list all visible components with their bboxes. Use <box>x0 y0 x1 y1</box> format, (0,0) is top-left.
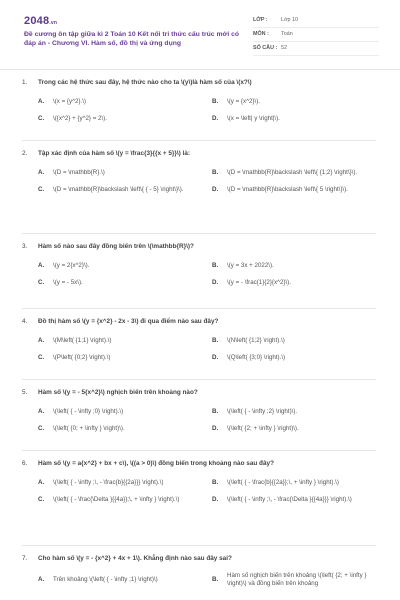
option-d[interactable] <box>212 111 376 128</box>
option-d[interactable] <box>212 492 376 509</box>
meta-value: Lớp 10 <box>281 16 299 23</box>
option-letter: A. <box>38 407 45 415</box>
option-d[interactable] <box>212 275 376 292</box>
option-letter: C. <box>38 278 45 286</box>
option-text: \(P\left( {0;2} \right).\) <box>53 353 111 361</box>
option-letter: A. <box>38 168 45 176</box>
question-item <box>22 70 376 141</box>
option-text: \(y = - \frac{1}{2}{x^2}\). <box>227 278 291 286</box>
option-c[interactable] <box>38 275 202 292</box>
option-letter: B. <box>212 407 219 415</box>
option-c[interactable] <box>38 350 202 367</box>
meta-label: MÔN : <box>253 30 269 37</box>
option-text: Trên khoảng \(\left( { - \infty ;1} \right)\) <box>53 575 158 583</box>
meta-value: Toán <box>281 30 293 37</box>
option-text: \(D = \mathbb{R}\backslash \left\{ {1;2} \right\}\). <box>227 168 358 176</box>
question-item <box>22 309 376 380</box>
meta-label: SỐ CÂU : <box>253 44 278 51</box>
logo-main: 2048 <box>24 15 50 27</box>
document-title: Đề cương ôn tập giữa kì 2 Toán 10 Kết nối tri thức cấu trúc mới có đáp án - Chương VI. Hàm số, đồ thị và ứng dụng <box>24 31 240 48</box>
answer-options <box>22 404 376 438</box>
question-item <box>22 234 376 309</box>
option-letter: A. <box>38 575 45 583</box>
option-letter: D. <box>212 114 219 122</box>
option-letter: C. <box>38 353 45 361</box>
option-c[interactable] <box>38 111 202 128</box>
meta-row-subject <box>253 28 379 42</box>
option-a[interactable] <box>38 258 202 275</box>
option-text: \(\left( { - \infty ;2} \right)\). <box>227 407 298 415</box>
option-text: \(\left( {2; + \infty } \right)\). <box>227 424 299 432</box>
option-letter: C. <box>38 495 45 503</box>
option-b[interactable] <box>212 258 376 275</box>
question-list <box>0 70 400 590</box>
option-text: Hàm số nghịch biến trên khoảng \(\left( {2; + \infty } \right)\) và đồng biến trên khoảng <box>227 571 367 587</box>
question-number: 5. <box>22 389 28 396</box>
site-logo[interactable] <box>24 14 57 29</box>
option-c[interactable] <box>38 182 202 199</box>
option-d[interactable] <box>212 182 376 199</box>
option-text: \(\left( { - \frac{b}{{2a}};\, + \infty } \right).\) <box>227 478 339 486</box>
logo-suffix: .vn <box>49 20 58 26</box>
option-letter: B. <box>212 336 219 344</box>
question-item <box>22 451 376 546</box>
meta-row-question-count <box>253 42 379 56</box>
option-text: \(y = {x^2}\). <box>227 97 260 105</box>
option-text: \(\left( { - \frac{\Delta }{{4a}};\, + \infty } \right).\) <box>53 495 180 503</box>
option-text: \(y = 3x + 2022\). <box>227 261 274 269</box>
option-letter: C. <box>38 114 45 122</box>
question-number: 4. <box>22 318 28 325</box>
question-item <box>22 380 376 451</box>
option-b[interactable] <box>212 165 376 182</box>
answer-options <box>22 258 376 292</box>
question-number: 2. <box>22 150 28 157</box>
option-text: \(D = \mathbb{R}\backslash \left\{ { - 5} \right\}\). <box>53 185 184 193</box>
option-b[interactable] <box>212 475 376 492</box>
option-letter: C. <box>38 185 45 193</box>
option-text: \(\left( { - \infty ;\, - \frac{b}{{2a}}} \right).\) <box>53 478 164 486</box>
option-letter: D. <box>212 495 219 503</box>
option-text: \(x = \left| y \right|\). <box>227 114 280 122</box>
option-text: \(\left( { - \infty ;0} \right).\) <box>53 407 124 415</box>
option-letter: B. <box>212 575 219 583</box>
option-c[interactable] <box>38 421 202 438</box>
option-a[interactable] <box>38 94 202 111</box>
option-letter: D. <box>212 353 219 361</box>
question-text: Hàm số nào sau đây đồng biến trên \(\mathbb{R}\)? <box>38 243 194 250</box>
answer-options <box>22 570 376 591</box>
option-text: \(\left( {0; + \infty } \right)\). <box>53 424 125 432</box>
option-letter: D. <box>212 424 219 432</box>
option-text: \(x = {y^2}.\) <box>53 97 86 105</box>
document-meta <box>253 14 379 56</box>
option-text: \(M\left( {1;1} \right).\) <box>53 336 112 344</box>
option-a[interactable] <box>38 333 202 350</box>
document-header <box>0 0 400 70</box>
question-text: Trong các hệ thức sau đây, hệ thức nào cho ta \(y\)là hàm số của \(x?\) <box>38 79 252 86</box>
question-item <box>22 546 376 590</box>
option-b[interactable] <box>212 570 376 591</box>
option-text: \(D = \mathbb{R}.\) <box>53 168 105 176</box>
option-letter: B. <box>212 97 219 105</box>
option-letter: B. <box>212 168 219 176</box>
question-number: 3. <box>22 243 28 250</box>
option-letter: A. <box>38 478 45 486</box>
option-letter: C. <box>38 424 45 432</box>
option-letter: A. <box>38 261 45 269</box>
question-text: Cho hàm số \(y = - {x^2} + 4x + 1\). Khẳng định nào sau đây sai? <box>38 555 232 562</box>
option-a[interactable] <box>38 165 202 182</box>
question-text: Đồ thị hàm số \(y = {x^2} - 2x - 3\) đi qua điểm nào sau đây? <box>38 318 219 325</box>
option-letter: D. <box>212 278 219 286</box>
meta-row-class <box>253 14 379 28</box>
option-text: \({x^2} + {y^2} = 2\). <box>53 114 107 122</box>
question-number: 6. <box>22 460 28 467</box>
answer-options <box>22 165 376 199</box>
option-a[interactable] <box>38 475 202 492</box>
option-text: \(\left( { - \infty ;\, - \frac{\Delta }{{4a}}} \right).\) <box>227 495 352 503</box>
option-d[interactable] <box>212 421 376 438</box>
meta-value: 52 <box>281 44 287 51</box>
option-text: \(Q\left( {3;0} \right).\) <box>227 353 286 361</box>
option-text: \(D = \mathbb{R}\backslash \left\{ 5 \right\}\). <box>227 185 348 193</box>
option-letter: A. <box>38 336 45 344</box>
option-text: \(N\left( {1;2} \right).\) <box>227 336 285 344</box>
question-text: Tập xác định của hàm số \(y = \frac{3}{{x + 5}}\) là: <box>38 150 191 157</box>
option-b[interactable] <box>212 333 376 350</box>
option-text: \(y = 2{x^2}\). <box>53 261 90 269</box>
question-number: 1. <box>22 79 28 86</box>
answer-options <box>22 333 376 367</box>
option-letter: D. <box>212 185 219 193</box>
option-letter: B. <box>212 478 219 486</box>
answer-options <box>22 94 376 128</box>
option-a[interactable] <box>38 570 202 591</box>
answer-options <box>22 475 376 509</box>
question-item <box>22 141 376 234</box>
option-a[interactable] <box>38 404 202 421</box>
option-letter: A. <box>38 97 45 105</box>
option-text: \(y = - 5x\). <box>53 278 83 286</box>
option-letter: B. <box>212 261 219 269</box>
option-b[interactable] <box>212 404 376 421</box>
question-text: Hàm số \(y = a{x^2} + bx + c\), \((a > 0)\) đồng biến trong khoảng nào sau đây? <box>38 460 274 467</box>
option-b[interactable] <box>212 94 376 111</box>
option-c[interactable] <box>38 492 202 509</box>
question-number: 7. <box>22 555 28 562</box>
meta-label: LỚP : <box>253 16 268 23</box>
question-text: Hàm số \(y = - 5{x^2}\) nghịch biến trên khoảng nào? <box>38 389 198 396</box>
option-d[interactable] <box>212 350 376 367</box>
